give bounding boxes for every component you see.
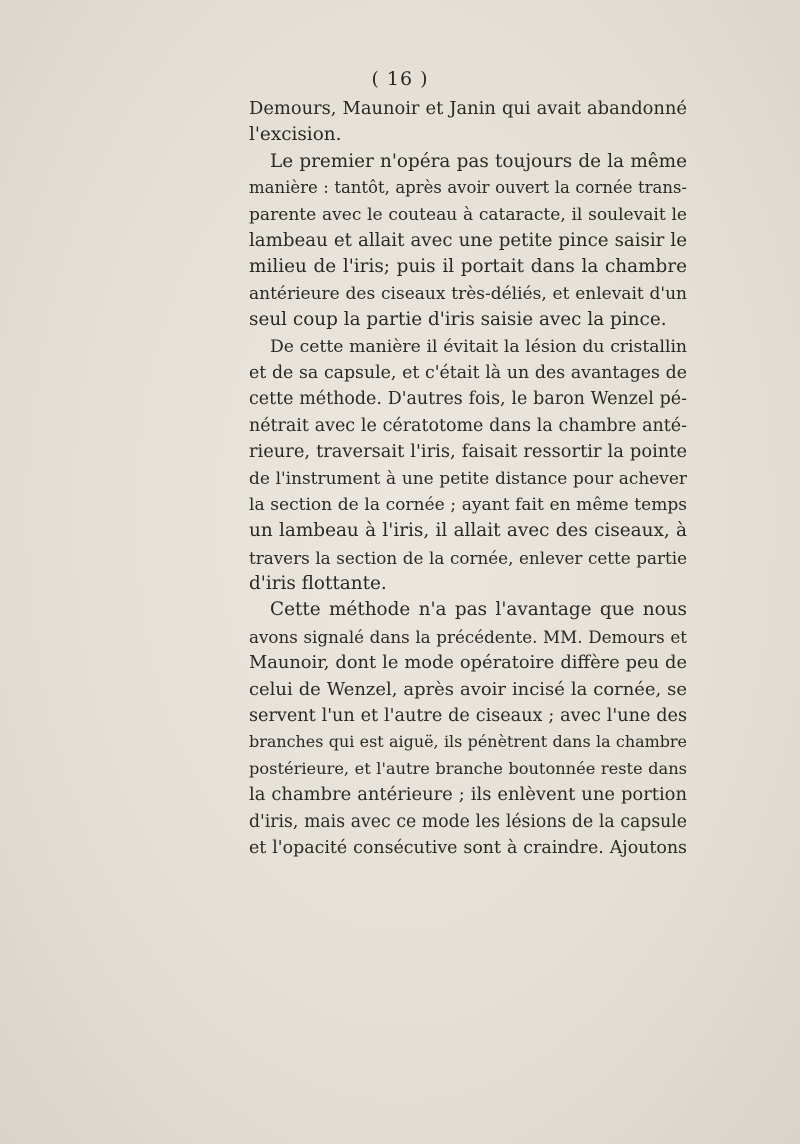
text-line: travers la section de la cornée, enlever cette partie [249,547,687,568]
text-line: servent l'un et l'autre de ciseaux ; avec l'une des [249,705,687,726]
text-line: l'excision. [249,124,342,146]
text-line: d'iris flottante. [249,573,387,595]
text-line: nétrait avec le cératotome dans la chambre anté- [249,415,687,436]
text-line: un lambeau à l'iris, il allait avec des ciseaux, à [249,520,687,542]
body-text [249,96,687,861]
text-line: Maunoir, dont le mode opératoire diffère peu de [249,652,687,674]
text-line: parente avec le couteau à cataracte, il soulevait le [249,204,687,225]
text-line: milieu de l'iris; puis il portait dans la chambre [249,256,687,278]
text-line: et de sa capsule, et c'était là un des avantages de [249,362,687,383]
text-line: d'iris, mais avec ce mode les lésions de la capsule [249,811,687,832]
text-line: lambeau et allait avec une petite pince saisir le [249,229,687,251]
text-line: et l'opacité consécutive sont à craindre. Ajoutons [249,837,687,858]
text-line: celui de Wenzel, après avoir incisé la cornée, se [249,678,687,700]
text-line: Cette méthode n'a pas l'avantage que nous [270,599,687,621]
text-line: avons signalé dans la précédente. MM. Demours et [249,626,687,647]
text-line: Le premier n'opéra pas toujours de la même [270,150,687,172]
text-line: branches qui est aiguë, ils pénètrent dans la chambre [249,732,687,752]
text-line: manière : tantôt, après avoir ouvert la cornée trans- [249,178,687,198]
text-line: rieure, traversait l'iris, faisait ressortir la pointe [249,441,687,463]
text-line: la chambre antérieure ; ils enlèvent une portion [249,784,687,806]
text-line: De cette manière il évitait la lésion du cristallin [270,336,687,357]
text-line: seul coup la partie d'iris saisie avec la pince. [249,309,667,331]
text-line: postérieure, et l'autre branche boutonnée reste dans [249,758,687,778]
text-line: cette méthode. D'autres fois, le baron Wenzel pé- [249,389,687,410]
text-line: la section de la cornée ; ayant fait en même temps [249,494,687,515]
text-line: de l'instrument à une petite distance pour achever [249,468,687,489]
text-line: Demours, Maunoir et Janin qui avait abandonné [249,98,687,119]
page-number: ( 16 ) [371,68,429,90]
text-line: antérieure des ciseaux très-déliés, et enlevait d'un [249,283,687,304]
